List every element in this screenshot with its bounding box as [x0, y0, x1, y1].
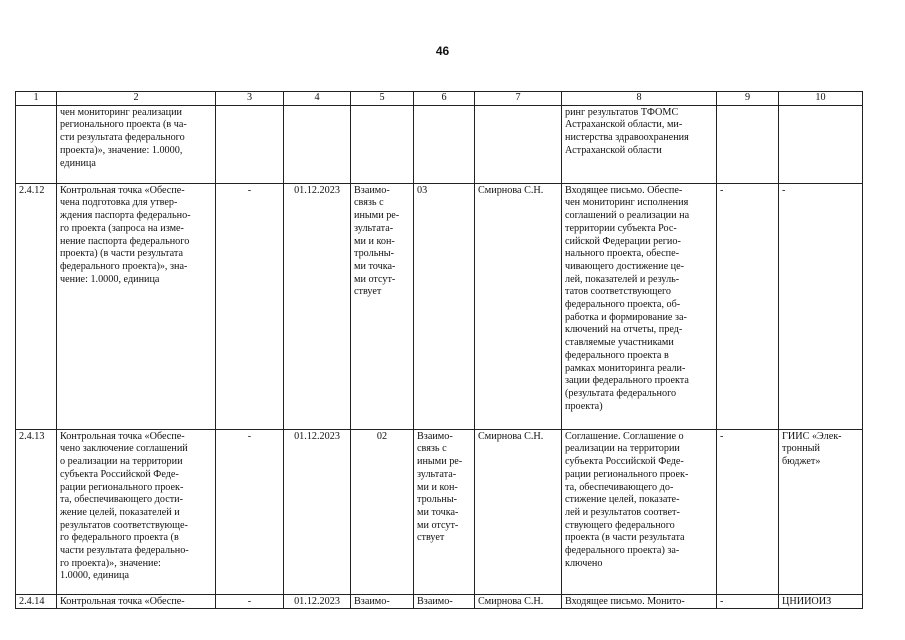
system-cell: ЦНИИОИЗ: [779, 594, 863, 609]
col9-cell: -: [717, 429, 779, 594]
code-cell: 03: [414, 183, 475, 429]
code-cell: Взаимо-: [414, 594, 475, 609]
end-date-cell: 01.12.2023: [284, 183, 351, 429]
plan-table: [15, 91, 863, 609]
header-cell: 10: [779, 92, 863, 106]
table-row: [16, 429, 863, 594]
header-cell: 1: [16, 92, 57, 106]
relation-cell: Взаимо-: [351, 594, 414, 609]
row-number-cell: 2.4.12: [16, 183, 57, 429]
name-cell: чен мониторинг реализации регионального проекта (в ча- сти результата федерального проекта)», значение: 1.0000, единица: [57, 105, 216, 183]
start-date-cell: -: [216, 594, 284, 609]
relation-cell: [351, 105, 414, 183]
code-cell: [414, 105, 475, 183]
row-number-cell: [16, 105, 57, 183]
table-row: [16, 105, 863, 183]
start-date-cell: -: [216, 429, 284, 594]
end-date-cell: [284, 105, 351, 183]
header-cell: 6: [414, 92, 475, 106]
end-date-cell: 01.12.2023: [284, 429, 351, 594]
result-cell: Входящее письмо. Обеспе- чен мониторинг исполнения соглашений о реализации на территории субъекта Рос- сийской Федерации регио- нального проекта, обеспе- чивающего достижение це- лей, показателей и резуль- татов соответствующего федерального проекта, об- работка и формирование за- ключений на отчеты, пред- ставляемые участниками федерального проекта в рамках мониторинга реали- зации федерального проекта (результата федерального проекта): [562, 183, 717, 429]
header-row: [16, 92, 863, 106]
relation-cell: Взаимо- связь с иными ре- зультата- ми и кон- трольны- ми точка- ми отсут- ствует: [351, 183, 414, 429]
code-cell: Взаимо- связь с иными ре- зультата- ми и кон- трольны- ми точка- ми отсут- ствует: [414, 429, 475, 594]
responsible-cell: [475, 105, 562, 183]
header-cell: 3: [216, 92, 284, 106]
header-cell: 9: [717, 92, 779, 106]
result-cell: Входящее письмо. Монито-: [562, 594, 717, 609]
row-number-cell: 2.4.14: [16, 594, 57, 609]
name-cell: Контрольная точка «Обеспе- чено заключение соглашений о реализации на территории субъекта Российской Феде- рации регионального проек- та, обеспечивающего дости- жение целей, показателей и результатов соответствующе- го федерального проекта (в части результата федерально- го проекта)», значение: 1.0000, единица: [57, 429, 216, 594]
start-date-cell: [216, 105, 284, 183]
name-cell: Контрольная точка «Обеспе-: [57, 594, 216, 609]
header-cell: 5: [351, 92, 414, 106]
header-cell: 2: [57, 92, 216, 106]
system-cell: ГИИС «Элек- тронный бюджет»: [779, 429, 863, 594]
responsible-cell: Смирнова С.Н.: [475, 183, 562, 429]
col9-cell: -: [717, 183, 779, 429]
responsible-cell: Смирнова С.Н.: [475, 429, 562, 594]
system-cell: [779, 105, 863, 183]
header-cell: 8: [562, 92, 717, 106]
result-cell: ринг результатов ТФОМС Астраханской области, ми- нистерства здравоохранения Астраханской области: [562, 105, 717, 183]
row-number-cell: 2.4.13: [16, 429, 57, 594]
table-row: [16, 183, 863, 429]
header-cell: 7: [475, 92, 562, 106]
name-cell: Контрольная точка «Обеспе- чена подготовка для утвер- ждения паспорта федерально- го проекта (запроса на изме- нение паспорта федерального проекта) (в части результата федерального проекта)», зна- чение: 1.0000, единица: [57, 183, 216, 429]
result-cell: Соглашение. Соглашение о реализации на территории субъекта Российской Феде- рации регионального проек- та, обеспечивающего до- стижение целей, показате- лей и результатов соответ- ствующего федерального проекта (в части результата федерального проекта) за- ключено: [562, 429, 717, 594]
start-date-cell: -: [216, 183, 284, 429]
page-number: 46: [435, 44, 450, 58]
col9-cell: [717, 105, 779, 183]
responsible-cell: Смирнова С.Н.: [475, 594, 562, 609]
table-row: [16, 594, 863, 609]
system-cell: -: [779, 183, 863, 429]
header-cell: 4: [284, 92, 351, 106]
end-date-cell: 01.12.2023: [284, 594, 351, 609]
relation-cell: 02: [351, 429, 414, 594]
col9-cell: -: [717, 594, 779, 609]
